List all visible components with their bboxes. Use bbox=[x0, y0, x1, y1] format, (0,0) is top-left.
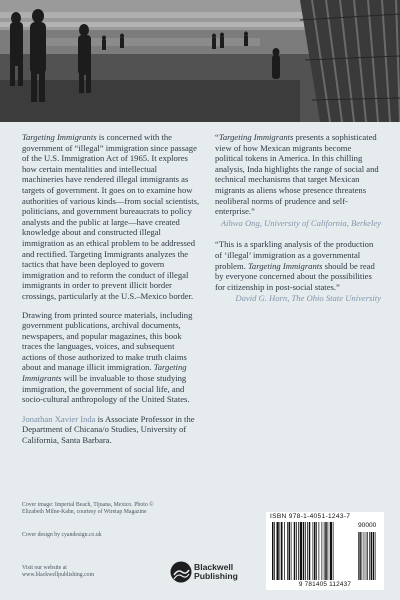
right-column bbox=[215, 132, 381, 304]
open-quote: “ bbox=[215, 132, 219, 142]
publisher-name bbox=[194, 563, 238, 581]
blurb-paragraph-2 bbox=[22, 310, 200, 405]
review-2-text-a: “This is a sparkling analysis of the production of ‘illegal’ immigration as a governmental problem. bbox=[215, 239, 374, 271]
review-1 bbox=[215, 132, 381, 228]
review-2-text-b: should be read by everyone concerned about the possibilities for citizenship in post-social states.” bbox=[215, 260, 375, 292]
publisher-name-line-2: Publishing bbox=[194, 571, 238, 581]
blackwell-logo-icon bbox=[170, 560, 192, 584]
beach-scene-image bbox=[0, 0, 400, 122]
book-title-italic: Targeting Immigrants bbox=[247, 260, 323, 271]
author-name: Jonathan Xavier Inda bbox=[22, 413, 96, 424]
website-label: Visit our website at bbox=[22, 565, 67, 571]
cover-design-credit: Cover design by cyandesign.co.uk bbox=[22, 532, 102, 538]
website-url[interactable]: www.blackwellpublishing.com bbox=[22, 572, 95, 579]
cover-image-credit: Cover image: Imperial Beach, Tijuana, Mexico. Photo © Elizabeth Milne-Kahn, courtesy of Wiretap Magazine bbox=[22, 502, 154, 516]
cover-photo bbox=[0, 0, 400, 122]
review-1-quote bbox=[215, 132, 381, 217]
review-2-attribution: David G. Horn, The Ohio State University bbox=[235, 293, 381, 304]
author-bio-text: is Associate Professor in the Department of Chicana/o Studies, University of California, Santa Barbara. bbox=[22, 413, 195, 446]
isbn-barcode bbox=[266, 512, 384, 590]
publisher-logo bbox=[170, 558, 238, 588]
blurb-paragraph-2-end: will be invaluable to those studying immigration, the government of social life, and socio-cultural anthropology of the United States. bbox=[22, 373, 190, 405]
review-2-quote bbox=[215, 239, 381, 292]
book-title-italic: Targeting Immigrants bbox=[218, 132, 294, 142]
review-2 bbox=[215, 239, 381, 304]
book-title-italic: Targeting Immigrants bbox=[22, 362, 187, 384]
review-1-attribution: Aihwa Ong, University of California, Berkeley bbox=[220, 217, 381, 228]
publisher-website bbox=[22, 565, 172, 580]
isbn-number: ISBN 978-1-4051-1243-7 bbox=[270, 513, 351, 520]
blurb-paragraph-1 bbox=[22, 132, 200, 302]
publisher-name-line-1: Blackwell bbox=[194, 562, 234, 572]
price-code: 90000 bbox=[358, 522, 377, 529]
review-1-text: presents a sophisticated view of how Mexican migrants become political tokens in America. In this chilling analysis, Inda highlights the range of social and technical mechanisms that target Mexican migrants as aliens whose presence threatens neoliberal norms of prudence and self-enterprise.” bbox=[215, 132, 379, 217]
book-title-italic: Targeting Immigrants bbox=[22, 132, 97, 142]
blurb-paragraph-1-text: is concerned with the government of “illegal” immigration since passage of the U.S. Immigration Act of 1965. It explores how certain mentalities and intellectual machineries have rendered illegal immigrants as targets of government. It goes on to examine how authorities of various kinds—from social scientists, politicians, and government bureaucrats to policy analysts and the public at large—have created knowledge about and constructed illegal immigration as an ethical problem to be addressed and rectified. Targeting Immigrants analyzes the tactics that have been deployed to govern immigration and to reform the conduct of illegal immigrants in order to prevent illicit border crossings, particularly at the U.S.–Mexico border. bbox=[22, 132, 200, 301]
barcode-digits: 9 781405 112437 bbox=[298, 581, 352, 588]
author-bio bbox=[22, 414, 200, 446]
blurb-paragraph-2-text: Drawing from printed source materials, including government publications, archival documents, newspapers, and popular magazines, this book traces the languages, voices, and subsequent actions of those authorized to make truth claims about and manage illicit immigration. bbox=[22, 309, 193, 373]
left-column bbox=[22, 132, 200, 446]
